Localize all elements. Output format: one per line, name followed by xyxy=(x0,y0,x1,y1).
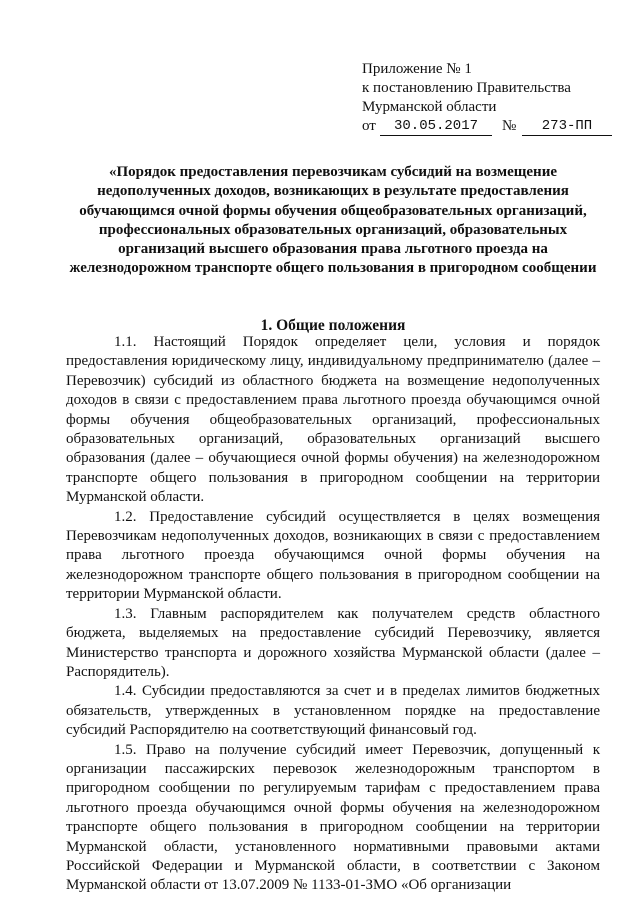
resolution-label: к постановлению Правительства xyxy=(362,80,571,96)
region-label: Мурманской области xyxy=(362,99,497,115)
document-title: «Порядок предоставления перевозчикам субсидий на возмещение недополученных доходов, возникающих в результате предоставления обучающимся очной формы обучения общеобразовательных организаций, профессиональных образовательных организаций, образовательных организаций высшего образования права льготного проезда на железнодорожном транспорте общего пользования в пригородном сообщении xyxy=(69,164,597,277)
paragraph-1-2: 1.2. Предоставление субсидий осуществляется в целях возмещения Перевозчикам недополученных доходов, возникающих в связи с предоставлением права льготного проезда обучающимся очной формы обучения на железнодорожном транспорте общего пользования в пригородном сообщении на территории Мурманской области. xyxy=(66,508,600,603)
paragraph-1-4: 1.4. Субсидии предоставляются за счет и в пределах лимитов бюджетных обязательств, утвержденных в установленном порядке на предоставление субсидий Распорядителю на соответствующий финансовый год. xyxy=(66,683,600,739)
approval-stamp xyxy=(362,60,612,137)
approval-number: 273-ПП xyxy=(522,117,612,136)
date-prefix: от xyxy=(362,118,376,134)
paragraph-1-1: 1.1. Настоящий Порядок определяет цели, условия и порядок предоставления юридическому лицу, индивидуальному предпринимателю (далее – Перевозчик) субсидий из областного бюджета на возмещение недополученных доходов в связи с предоставлением права льготного проезда обучающимся очной формы обучения общеобразовательных организаций, профессиональных образовательных организаций, образовательных организаций высшего образования (далее – обучающиеся очной формы обучения) на железнодорожном транспорте общего пользования в пригородном сообщении на территории Мурманской области. xyxy=(66,334,600,506)
section-body xyxy=(66,333,600,896)
number-sign: № xyxy=(502,118,517,134)
section-heading: 1. Общие положения xyxy=(260,317,406,334)
approval-date-line xyxy=(362,117,612,137)
appendix-label: Приложение № 1 xyxy=(362,61,472,77)
paragraph-1-5: 1.5. Право на получение субсидий имеет Перевозчик, допущенный к организации пассажирских перевозок железнодорожным транспортом в пригородном сообщении по регулируемым тарифам с предоставлением права льготного проезда обучающимся очной формы обучения на железнодорожном транспорте общего пользования в пригородном сообщении на территории Мурманской области, установленного нормативными правовыми актами Российской Федерации и Мурманской области, в соответствии с Законом Мурманской области от 13.07.2009 № 1133-01-ЗМО «Об организации xyxy=(66,741,600,894)
approval-date: 30.05.2017 xyxy=(380,117,492,136)
paragraph-1-3: 1.3. Главным распорядителем как получателем средств областного бюджета, выделяемых на предоставление субсидий Перевозчику, является Министерство транспорта и дорожного хозяйства Мурманской области (далее – Распорядитель). xyxy=(66,605,600,680)
